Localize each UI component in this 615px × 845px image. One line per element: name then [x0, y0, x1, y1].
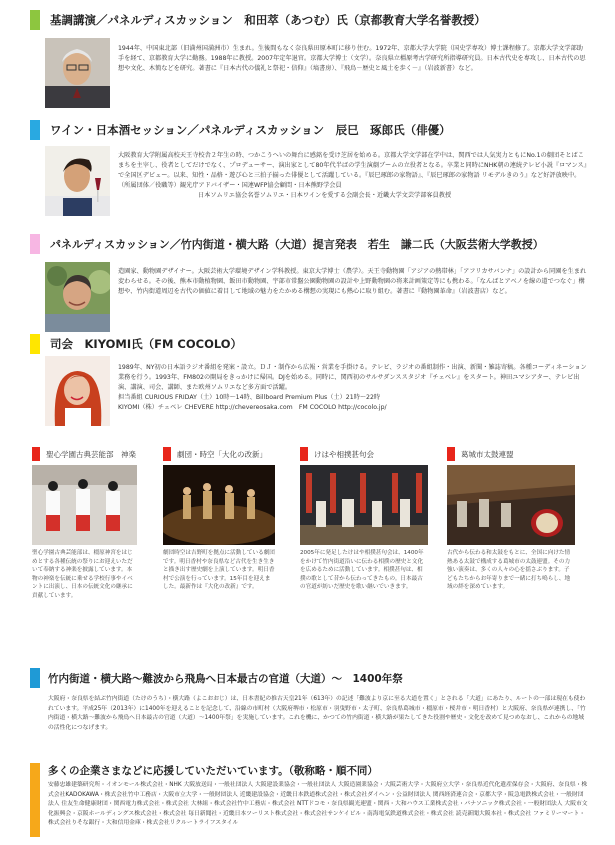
photo-caption: 劇団時空は吉野町を拠点に活動している劇団です。明日香村や奈良県など古代を生き生きと描き出す歴史劇を上演しています。明日香村で公演を行っています。15年目を迎えました。最新作は『大化の改新』です。 [163, 550, 275, 590]
photo-theater [163, 465, 275, 545]
section-title: パネルディスカッション／竹内街道・横大路（大道）提言発表 若生 謙二氏（大阪芸術大学教授） [50, 238, 544, 251]
bio-affiliations-2: 日本ソムリエ協会名誉ソムリエ・日本ワインを愛する会副会長・近畿大学文芸学部客員教授 [198, 192, 452, 199]
section-title: ワイン・日本酒セッション／パネルディスカッション 辰巳 琢郎氏（俳優） [50, 123, 451, 137]
photo-caption: 2005年に発足したけはや相撲甚句会は、1400年をかけて竹内街道沿いに伝わる相撲の歴史と文化を広めるために活動しています。相撲甚句は、相撲の歌として昔から伝わってきたもの。日本最古の官道が紡いだ歴史を歌い継いでいきます。 [300, 550, 424, 590]
bio-wakao: 造園家、動物園デザイナー。大阪芸術大学環境デザイン学科教授。東京大学博士（農学）。天王寺動物園「アジアの熱帯林」「アフリカサバンナ」の設計から同園を生まれ変わらせる。その後、熊本市動植物園、飯田市動物園、宇部市常盤公園動物園の設計や上野動物園の将来計画策定等にも携わる。「なんばとアベノを線の道でつなぐ」構想や、竹内街道周辺を古代の価値に着目して地域の魅力をたかめる構想の実現にも熱心に取り組む。著書に『動物園革命』（岩波書店）など。 [118, 268, 587, 295]
photo-caption: 聖心学園古典芸能部は、橿原神宮をはじめとする各種伝統の祭りにお迎えいただいて奉納する神楽を披露しています。本物の神楽を伝統に乗せる学校行事やイベントに出演し、日本の伝統文化の継承に貢献しています。 [32, 550, 133, 599]
bio-programs: 担当番組 CURIOUS FRIDAY（土）10時〜14時、Billboard Premium Plus（土）21時〜22時 [118, 394, 381, 401]
orange-marker [30, 763, 40, 837]
portrait-kiyomi [45, 356, 110, 426]
photo-label [447, 447, 567, 461]
section-title: 司会 KIYOMI氏（FM COCOLO） [50, 337, 243, 351]
photo-label [32, 447, 152, 461]
bio-main: 1989年、NY初の日本語ラジオ番組を発案・設立。ＤＪ・制作から広報・営業を手掛ける。テレビ、ラジオの番組制作・出演、新聞・雑誌寄稿。各種コーディネーション業務を行う。1993年、FM802の開局をきっかけに帰国。DJを始める。同時に、関西初のサルサダンススタジオ『チェベレ』をスタート。神田ユマシアター、テレビ出演、講演、司会、講師、また欧州ソムリエなど多方面で活躍。 [118, 364, 587, 391]
photo-card-taiko [447, 447, 571, 592]
section-mc-heading [30, 334, 242, 354]
green-marker [30, 10, 40, 30]
red-marker [447, 447, 455, 461]
festival-text: 大阪府・奈良県を結ぶ竹内街道（たけのうち）・横大路（よこおおじ）は、日本書紀の推古天皇21年（613年）の記述「難波より京に至る大道を置く」とされる「大道」にあたり、ルートの一部は現在も使われています。平成25年（2013年）に1400年を迎えることを記念して、沿線の市町村（大阪府堺市・松原市・羽曳野市・太子町、奈良県葛城市・橿原市・桜井市・明日香村）と大阪府、奈良県が連携し、「竹内街道・横大路〜難波から飛鳥へ日本最古の官道（大道）〜1400年祭」を実施しています。これを機に、かつての竹内街道・横大路が果たしてきた役割や歴史・文化を改めて見つめなおし、これからの地域の活性化につなげます。 [48, 696, 586, 731]
red-marker [300, 447, 308, 461]
section-wine-heading [30, 120, 451, 140]
photo-card-sumo [300, 447, 424, 592]
photo-taiko [447, 465, 575, 545]
portrait-wakao [45, 262, 110, 332]
cyan-marker [30, 120, 40, 140]
bio-tatsumi [118, 151, 588, 201]
portrait-wada [45, 38, 110, 108]
bio-affiliations: （所属団体／役職等）観光庁アドバイザー・国連WFP協会顧問・日本熊野学会員 [118, 182, 342, 189]
blue-marker [30, 668, 40, 688]
bio-links: KIYOMI（株）チェベレ CHEVERE http://chevereosaka.com FM COCOLO http://cocolo.jp/ [118, 404, 387, 411]
red-marker [32, 447, 40, 461]
photo-label-text: 劇団・時空「大化の改新」 [177, 449, 267, 459]
section-panel-heading [30, 234, 544, 254]
sponsors-title: 多くの企業さまなどに応援していただいています。（敬称略・順不同） [48, 765, 378, 777]
photo-kagura [32, 465, 137, 545]
festival-title: 竹内街道・横大路〜難波から飛鳥へ日本最古の官道（大道）〜 1400年祭 [48, 673, 403, 685]
photo-label [300, 447, 420, 461]
portrait-tatsumi [45, 146, 110, 216]
photo-label-text: 聖心学園古典芸能部 神楽 [46, 449, 136, 459]
red-marker [163, 447, 171, 461]
photo-card-kagura [32, 447, 152, 600]
section-title: 基調講演／パネルディスカッション 和田萃（あつむ）氏（京都教育大学名誉教授） [50, 13, 486, 27]
yellow-marker [30, 334, 40, 354]
sponsors-text: 安藤忠雄建築研究所・イオンモール株式会社・NHK 大阪放送局・一般社団法人 大阪建設業協会・一般社団法人 大阪造園業協会・大阪芸術大学・大阪府立大学・奈良県近代化遺産保存会・大阪府、奈良県・株式会社KADOKAWA・株式会社竹中工務店・大阪市立大学・一般財団法人 近畿建設協会・近畿日本鉄道株式会社・株式会社ダイヘン・公益財団法人 関西経済連合会・京都大学・阪急電鉄株式会社・一般財団法人 住友生命健康財団・関西電力株式会社・株式会社 大林組・株式会社竹中工務店・株式会社 NTTドコモ・奈良県観光連盟・関西・大和ハウス工業株式会社・パナソニック株式会社・一般財団法人 大阪市文化振興会・京阪ホールディングス株式会社・株式会社 毎日新聞社・近畿日本ツーリスト株式会社・株式会社サンケイビル・南海電気鉄道株式会社・株式会社 読売新聞大阪本社・株式会社 ファミリーマート・株式会社りそな銀行・大和信用金庫・株式会社リクルートライフスタイル [48, 782, 588, 826]
bio-wada: 1944年、中国東北部（旧満州国満洲市）生まれ。生後間もなく奈良県田原本町に移り住む。1972年、京都大学大学院（国史学専攻）博士課程修了。京都大学文学部助手を経て、京都教育大学に勤務。1988年に教授。2007年定年退官。京都大学博士（文学）。奈良県立橿原考古学研究所指導研究員。日本古代史を専攻し、日本古代の思想や文化、木簡などを研究。著書に『日本古代の儀礼と祭祀・信仰』（塙書房）、『飛鳥－歴史と風土を歩く－』（岩波新書）など。 [118, 45, 586, 72]
pink-marker [30, 234, 40, 254]
bio-kiyomi [118, 363, 588, 413]
photo-card-theater [163, 447, 283, 592]
photo-sumo [300, 465, 428, 545]
photo-label-text: 葛城市太鼓連盟 [461, 449, 514, 459]
photo-label [163, 447, 283, 461]
photo-label-text: けはや相撲甚句会 [314, 449, 374, 459]
bio-main: 大阪教育大学附属高校天王寺校舎２年生の時、つかこうへいの舞台に感銘を受け芝居を始める。京都大学文学部在学中は、関西では人気実力ともにNo.1の劇団そとばこまちを主宰し、役者としてだけでなく、プロデューサー、演出家として80年代半ばの学生演劇ブームの立役者となる。卒業と同時にNHK朝の連続テレビ小説『ロマンス』で全国区デビュー。以来、知性・品格・遊び心と三拍子揃った俳優として活躍している。『辰巳琢郎の家物語』、『辰巳琢郎の家物語 リモデルきのう』など好評放映中。 [118, 152, 587, 179]
section-keynote-heading [30, 10, 486, 30]
photo-caption: 古代から伝わる和太鼓をもとに、全国に向けた情熱ある太鼓で構成する葛城市の太鼓連盟。その力強い演奏は、多くの人々の心を揺さぶります。子どもたちからお年寄りまで一緒に打ち鳴らし、地域の絆を深めています。 [447, 550, 571, 590]
